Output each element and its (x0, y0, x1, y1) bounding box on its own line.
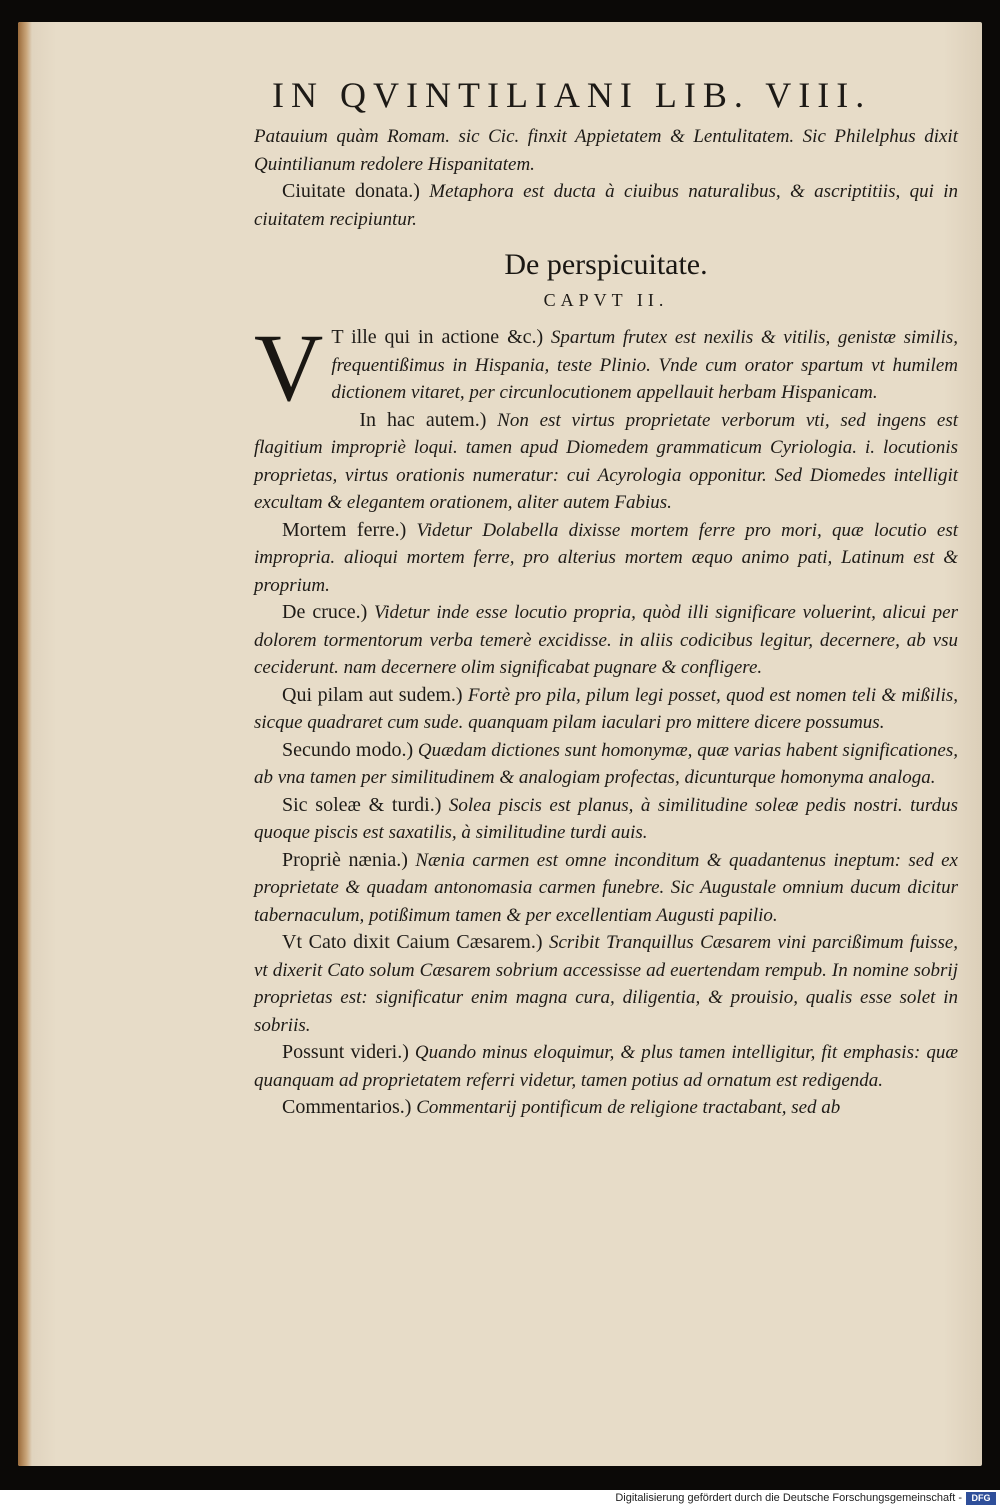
comment-text: Fortè pro pila, pilum legi posset, quod est nomen teli & mißilis, sicque quadraret cum sude. quanquam pilam iaculari pro mittere dicere possumus. (254, 684, 959, 733)
page-spine-edge (18, 22, 32, 1466)
intro-line-0 (254, 123, 958, 178)
lemma: Secundo modo.) (282, 738, 414, 761)
paragraph-2 (254, 599, 958, 682)
lemma: Vt Cato dixit Caium Cæsarem.) (282, 931, 543, 953)
paragraph-8 (254, 1039, 958, 1094)
lemma: Possunt videri.) (282, 1041, 409, 1063)
dfg-logo-icon: DFG (966, 1492, 996, 1505)
comment-text: Patauium quàm Romam. sic Cic. finxit Appietatem & Lentulitatem. Sic Philelphus dixit Quintilianum redolere Hispanitatem. (254, 126, 958, 175)
paragraph-7 (254, 929, 958, 1039)
lemma: Sic soleæ & turdi.) (282, 793, 442, 816)
lemma: Qui pilam aut sudem.) (282, 683, 463, 706)
paragraph-4 (254, 737, 958, 792)
paragraph-3 (254, 682, 958, 737)
lemma: Propriè nænia.) (282, 848, 408, 871)
lemma: In hac autem.) (359, 408, 487, 431)
paragraph-1 (254, 517, 958, 600)
lemma: T ille qui in actione &c.) (331, 326, 544, 348)
comment-text: Videtur Dolabella dixisse mortem ferre pro mori, quæ locutio est impropria. alioqui mortem ferre, pro alterius mortem æquo animo pati, Latinum est & proprium. (254, 519, 959, 596)
section-title: De perspicuitate. (504, 248, 708, 281)
lemma: Mortem ferre.) (282, 518, 407, 541)
lemma: De cruce.) (282, 601, 368, 623)
comment-text: Scribit Tranquillus Cæsarem vini parcißimum fuisse, vt dixerit Cato solum Cæsarem sobrium accessisse ad euertendam rempub. In nomine sobrij proprietas est: significatur enim magna cura, diligentia, & prouisio, qualis esse solet in sobriis. (254, 932, 959, 1036)
lemma: Commentarios.) (282, 1096, 412, 1118)
comment-text: Commentarij pontificum de religione tractabant, sed ab (416, 1097, 841, 1118)
chapter-heading: CAPVT II. (543, 289, 669, 310)
page-text (254, 123, 958, 1122)
comment-text: Non est virtus proprietate verborum vti, sed ingens est flagitium impropriè loqui. tamen apud Diomedem grammaticum Cyriologia. i. locutionis proprietas, virtus orationis numeratur: cui Acyrologia opponitur. Sed Diomedes intelligit excultam & elegantem orationem, aliter autem Fabius. (254, 409, 958, 513)
comment-text: Quando minus eloquimur, & plus tamen intelligitur, fit emphasis: quæ quanquam ad proprietatem referri videtur, tamen potius ad ornatum est redigenda. (254, 1042, 959, 1091)
funding-credit: Digitalisierung gefördert durch die Deutsche Forschungsgemeinschaft - (615, 1492, 962, 1504)
paragraph-0 (254, 407, 958, 517)
comment-text: Quædam dictiones sunt homonymæ, quæ varias habent significationes, ab vna tamen per similitudinem & analogiam profectas, dicunturque homonyma analoga. (254, 739, 958, 788)
paragraph-6 (254, 847, 958, 930)
drop-cap: V (254, 314, 324, 421)
paragraph-9 (254, 1094, 958, 1122)
comment-text: Nænia carmen est omne inconditum & quadantenus ineptum: sed ex proprietate & quadam antonomasia carmen funebre. Sic Augustale omnium ducum dicitur tabernaculum, potißimum tamen & per excellentiam Augusti papilio. (254, 849, 958, 926)
comment-text: Spartum frutex est nexilis & vitilis, genistæ similis, frequentißimus in Hispania, teste Plinio. Vnde cum orator spartum vt humilem dictionem vitaret, per circunlocutionem appellauit herbam Hispanicam. (331, 327, 958, 403)
intro-line-1 (254, 178, 958, 233)
comment-text: Videtur inde esse locutio propria, quòd illi significare voluerint, alicui per dolorem tormentorum verba temerè excidisse. in aliis codicibus legitur, decernere, ab vsu ceciderunt. nam decernere olim significabat pugnare & confligere. (254, 602, 959, 678)
paragraph-5 (254, 792, 958, 847)
comment-text: Solea piscis est planus, à similitudine soleæ pedis nostri. turdus quoque piscis est saxatilis, à similitudine turdi auis. (254, 794, 959, 843)
lemma: Ciuitate donata.) (282, 180, 420, 202)
comment-text: Metaphora est ducta à ciuibus naturalibus, & ascriptitiis, qui in ciuitatem recipiuntur. (254, 181, 959, 230)
running-head: IN QVINTILIANI LIB. VIII. (272, 75, 872, 115)
